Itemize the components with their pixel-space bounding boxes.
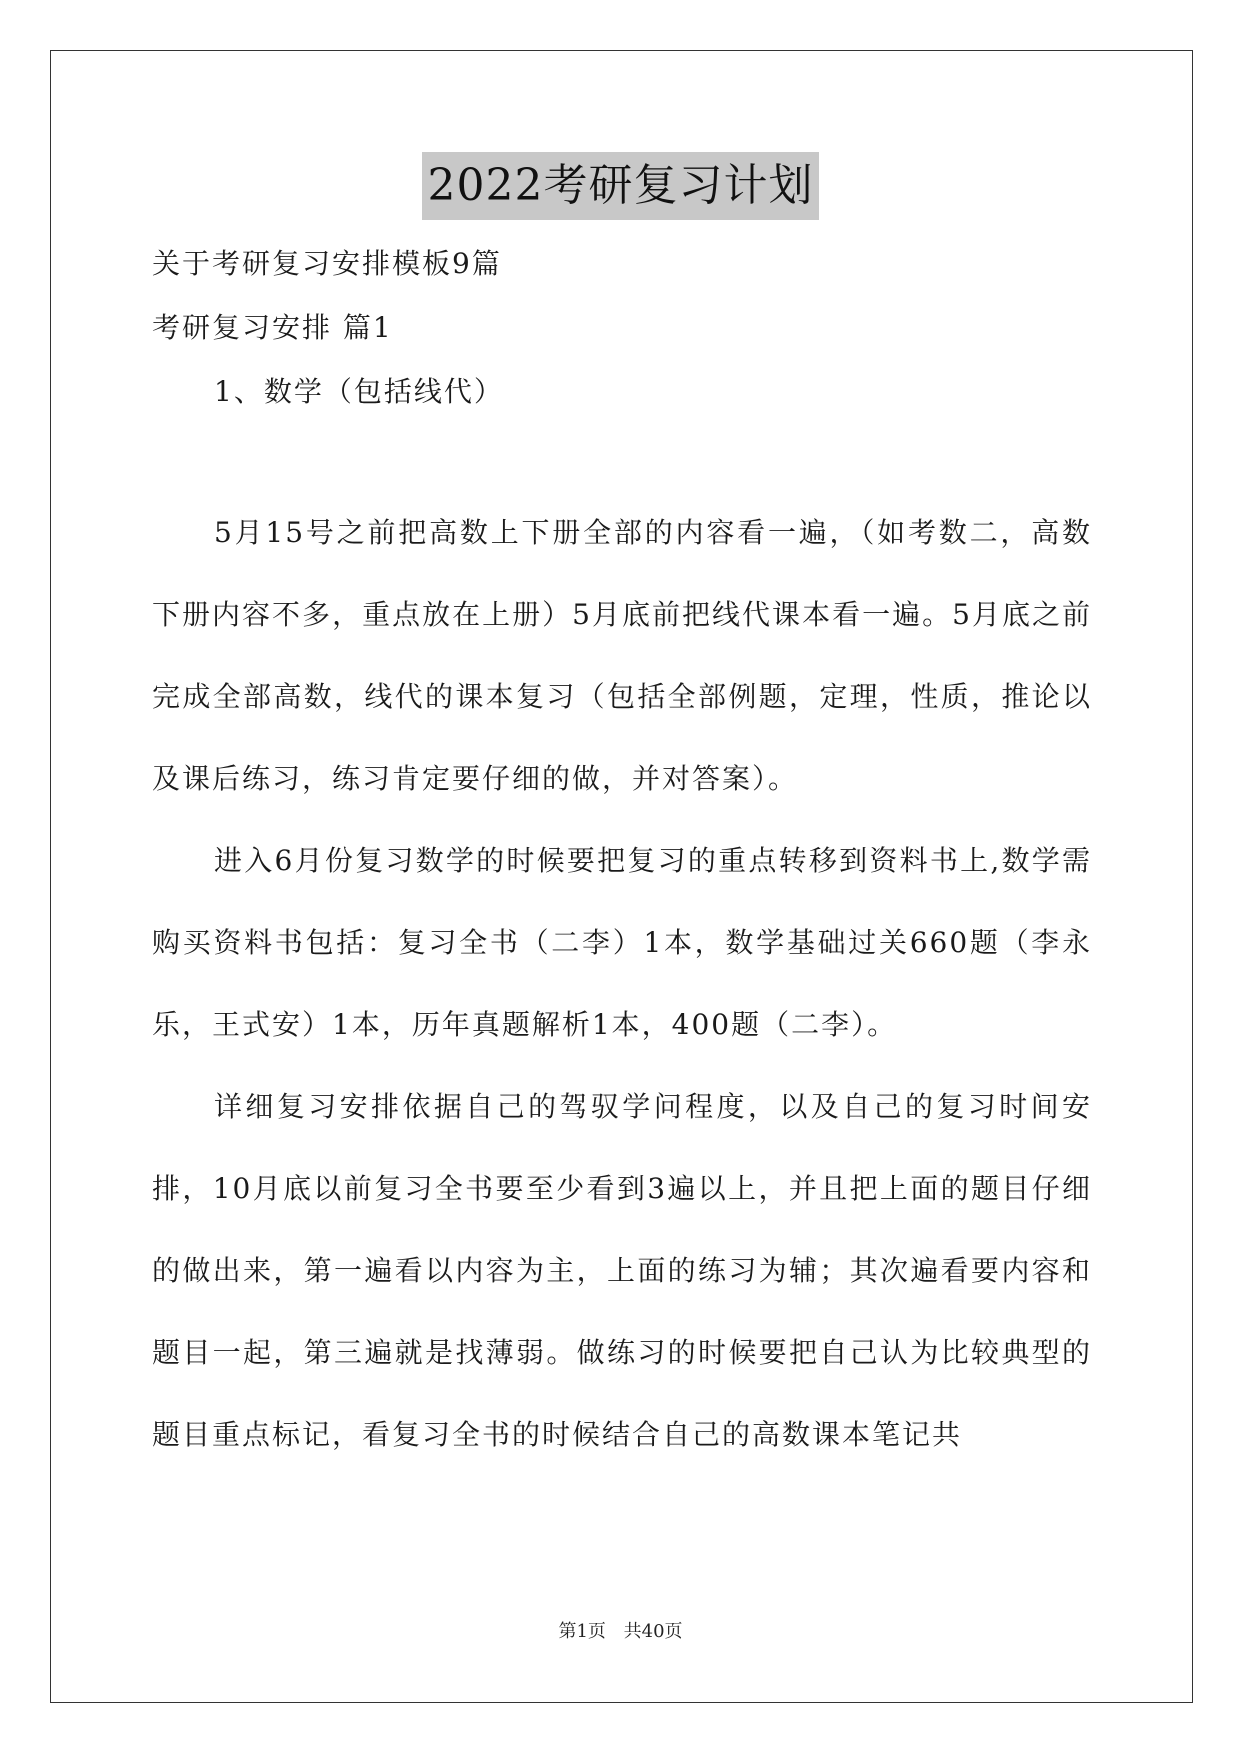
paragraph: 进入6月份复习数学的时候要把复习的重点转移到资料书上,数学需购买资料书包括：复习全书（二李）1本，数学基础过关660题（李永乐，王式安）1本，历年真题解析1本，400题（二李）。: [152, 844, 1092, 1041]
document-subtitle: 关于考研复习安排模板9篇: [152, 247, 502, 280]
sub-heading: 1、数学（包括线代）: [214, 375, 504, 408]
section-heading: 考研复习安排 篇1: [152, 311, 393, 344]
document-title: 2022考研复习计划: [422, 152, 820, 220]
page-total: 共40页: [623, 1621, 683, 1642]
page-number: 第1页: [558, 1621, 606, 1642]
document-body: [152, 230, 1092, 1476]
title-container: [0, 152, 1241, 220]
page-footer: [0, 1620, 1241, 1644]
paragraph: 详细复习安排依据自己的驾驭学问程度，以及自己的复习时间安排，10月底以前复习全书要至少看到3遍以上，并且把上面的题目仔细的做出来，第一遍看以内容为主，上面的练习为辅；其次遍看要内容和题目一起，第三遍就是找薄弱。做练习的时候要把自己认为比较典型的题目重点标记，看复习全书的时候结合自己的高数课本笔记共: [152, 1090, 1092, 1451]
paragraph: 5月15号之前把高数上下册全部的内容看一遍，（如考数二，高数下册内容不多，重点放在上册）5月底前把线代课本看一遍。5月底之前完成全部高数，线代的课本复习（包括全部例题，定理，性质，推论以及课后练习，练习肯定要仔细的做，并对答案）。: [152, 516, 1092, 795]
